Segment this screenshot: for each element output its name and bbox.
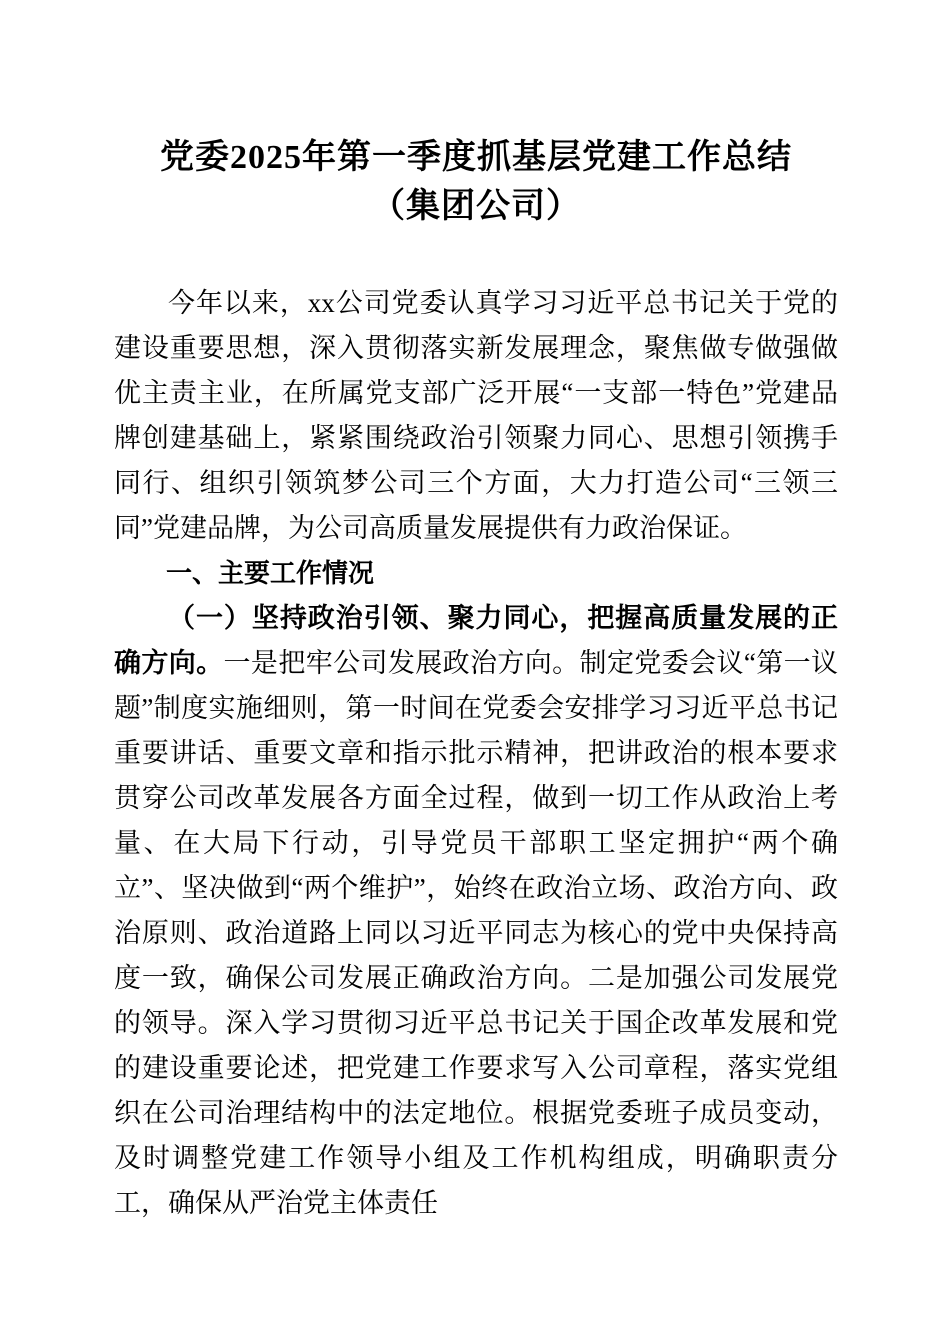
document-title-line-1: 党委2025年第一季度抓基层党建工作总结 [160, 139, 792, 176]
section-paragraph-1-body: 一是把牢公司发展政治方向。制定党委会议“第一议题”制度实施细则，第一时间在党委会安排学习习近平总书记重要讲话、重要文章和指示批示精神，把讲政治的根本要求贯穿公司改革发展各方面全过程，做到一切工作从政治上考量、在大局下行动，引导党员干部职工坚定拥护“两个确立”、坚决做到“两个维护”，始终在政治立场、政治方向、政治原则、政治道路上同以习近平同志为核心的党中央保持高度一致，确保公司发展正确政治方向。二是加强公司发展党的领导。深入学习贯彻习近平总书记关于国企改革发展和党的建设重要论述，把党建工作要求写入公司章程，落实党组织在公司治理结构中的法定地位。根据党委班子成员变动，及时调整党建工作领导小组及工作机构组成，明确职责分工，确保从严治党主体责任 [114, 648, 839, 1218]
document-title [114, 133, 838, 231]
document-title-line-2: （集团公司） [371, 188, 581, 225]
intro-paragraph: 今年以来，xx公司党委认真学习习近平总书记关于党的建设重要思想，深入贯彻落实新发展理念，聚焦做专做强做优主责主业，在所属党支部广泛开展“一支部一特色”党建品牌创建基础上，紧紧围绕政治引领聚力同心、思想引领携手同行、组织引领筑梦公司三个方面，大力打造公司“三领三同”党建品牌，为公司高质量发展提供有力政治保证。 [114, 288, 838, 543]
section-paragraph-1-lead: （一）坚持政治引领、聚力同心，把握高质量发展的正确方向。 [114, 603, 838, 678]
section-heading-main-work: 一、主要工作情况 [166, 558, 375, 588]
section-paragraph-1 [114, 596, 838, 1226]
